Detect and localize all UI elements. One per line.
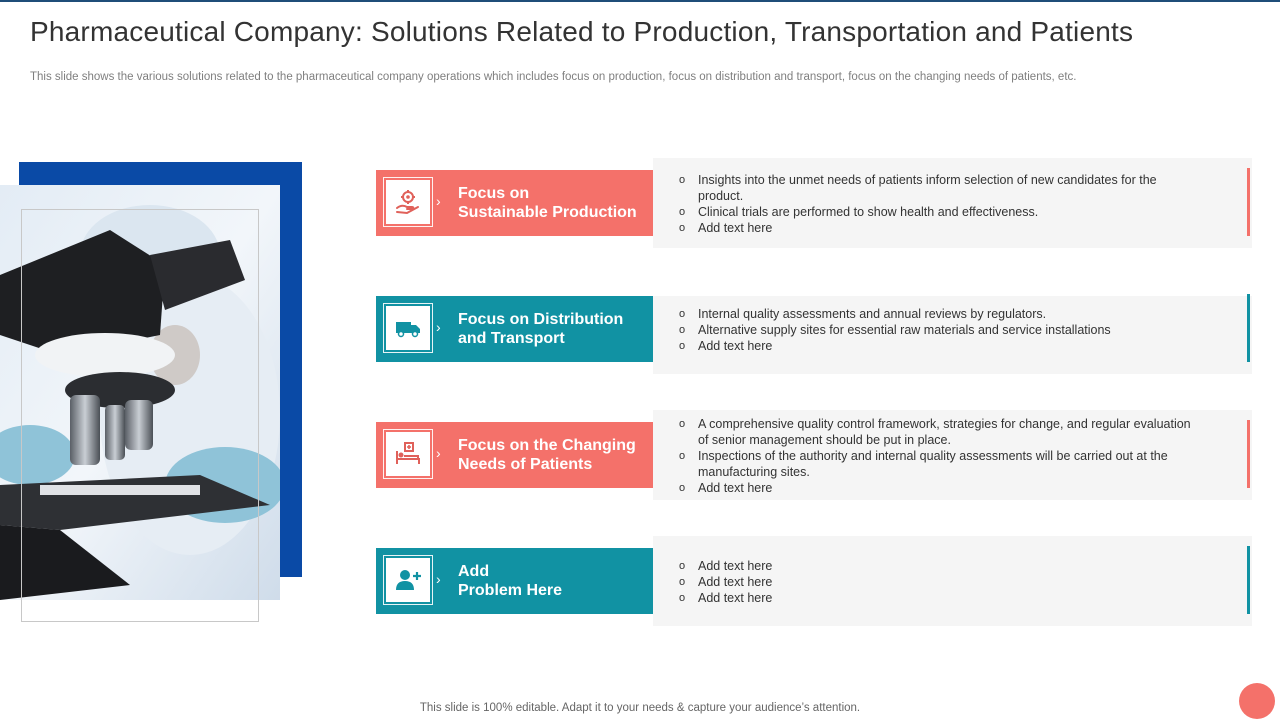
accent-bar xyxy=(1247,294,1250,362)
solution-row-production xyxy=(376,158,1252,248)
label-line1: Focus on Distribution xyxy=(458,311,624,328)
delivery-truck-icon xyxy=(394,314,422,342)
icon-container xyxy=(386,432,430,476)
detail-panel xyxy=(653,296,1252,374)
label-text xyxy=(458,170,637,236)
label-box-patients xyxy=(376,422,653,488)
page-title: Pharmaceutical Company: Solutions Related to Production, Transportation and Patients xyxy=(30,16,1134,47)
bullet-item: o Add text here xyxy=(678,558,1198,574)
bullet-item: o Alternative supply sites for essential raw materials and service installations xyxy=(678,322,1198,338)
bullet-item: o Inspections of the authority and internal quality assessments will be carried out at the manufacturing sites. xyxy=(678,448,1198,480)
bullet-item: o Add text here xyxy=(678,574,1198,590)
bullet-item: o Add text here xyxy=(678,220,1198,236)
solution-row-add-problem xyxy=(376,536,1252,626)
accent-bar xyxy=(1247,546,1250,614)
chevron-right-icon: › xyxy=(436,193,441,209)
label-text xyxy=(458,422,636,488)
bullet-item: o A comprehensive quality control framework, strategies for change, and regular evaluation of senior management should be put in place. xyxy=(678,416,1198,448)
chevron-right-icon: › xyxy=(436,571,441,587)
solution-row-patients xyxy=(376,410,1252,500)
page-subtitle: This slide shows the various solutions related to the pharmaceutical company operations which includes focus on production, focus on distribution and transport, focus on the changing needs of patients, etc. xyxy=(30,71,1077,83)
label-text xyxy=(458,296,623,362)
label-box-add-problem xyxy=(376,548,653,614)
bullet-list xyxy=(678,306,1198,354)
label-line1: Focus on xyxy=(458,185,530,202)
label-line2: Needs of Patients xyxy=(458,456,593,473)
icon-container xyxy=(386,306,430,350)
label-box-distribution xyxy=(376,296,653,362)
hand-gear-icon xyxy=(394,188,422,216)
label-line1: Focus on the Changing xyxy=(458,437,636,454)
detail-panel xyxy=(653,158,1252,248)
accent-bar xyxy=(1247,168,1250,236)
bullet-item: o Add text here xyxy=(678,590,1198,606)
bullet-item: o Clinical trials are performed to show health and effectiveness. xyxy=(678,204,1198,220)
bullet-item: o Add text here xyxy=(678,338,1198,354)
icon-container xyxy=(386,558,430,602)
add-user-icon xyxy=(394,566,422,594)
bullet-item: o Internal quality assessments and annual reviews by regulators. xyxy=(678,306,1198,322)
label-text xyxy=(458,548,562,614)
detail-panel xyxy=(653,410,1252,500)
accent-bar xyxy=(1247,420,1250,488)
label-box-production xyxy=(376,170,653,236)
label-line2: Sustainable Production xyxy=(458,204,637,221)
footer-text: This slide is 100% editable. Adapt it to your needs & capture your audience’s attention. xyxy=(419,702,861,714)
corner-decoration-dot xyxy=(1239,683,1275,719)
detail-panel xyxy=(653,536,1252,626)
bullet-list xyxy=(678,416,1198,496)
label-line2: and Transport xyxy=(458,330,565,347)
chevron-right-icon: › xyxy=(436,445,441,461)
icon-container xyxy=(386,180,430,224)
photo-frame xyxy=(21,209,259,622)
bullet-list xyxy=(678,558,1198,606)
bullet-list xyxy=(678,172,1198,236)
chevron-right-icon: › xyxy=(436,319,441,335)
top-accent-line xyxy=(0,0,1280,2)
patient-bed-icon xyxy=(394,440,422,468)
bullet-item: o Insights into the unmet needs of patients inform selection of new candidates for the product. xyxy=(678,172,1198,204)
bullet-item: o Add text here xyxy=(678,480,1198,496)
footer-note xyxy=(0,702,1280,714)
label-line2: Problem Here xyxy=(458,582,563,599)
label-line1: Add xyxy=(458,563,490,580)
solution-row-distribution xyxy=(376,284,1252,374)
